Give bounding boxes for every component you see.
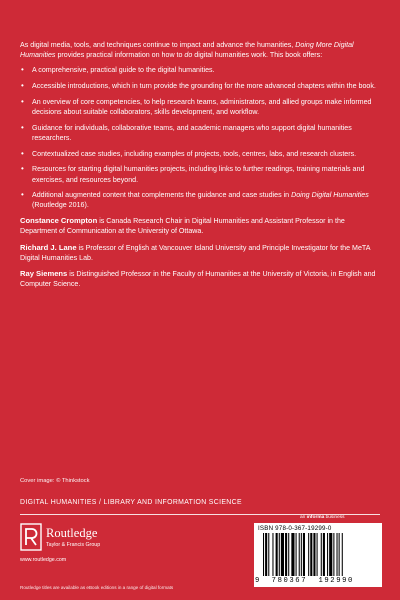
list-item <box>20 97 382 117</box>
list-item-text: Accessible introductions, which in turn provide the grounding for the more advanced chapters within the book. <box>32 82 376 91</box>
list-item <box>20 123 382 143</box>
list-item <box>20 190 382 210</box>
list-item-text: Additional augmented content that complements the guidance and case studies in <box>32 191 292 200</box>
publisher-url[interactable]: www.routledge.com <box>20 557 67 563</box>
barcode-digits-right: 192990 <box>318 577 354 585</box>
publisher-logo <box>20 523 130 557</box>
main-copy <box>20 40 382 295</box>
list-item <box>20 81 382 91</box>
list-item-text: An overview of core competencies, to help research teams, administrators, and allied groups make informed decisions about suitable collaborators, skills development, and workflow. <box>32 97 372 117</box>
subject-category: DIGITAL HUMANITIES / LIBRARY AND INFORMATION SCIENCE <box>20 499 242 506</box>
bullet-icon: • <box>21 81 24 91</box>
author-bios <box>20 216 382 289</box>
list-item-text: Contextualized case studies, including examples of projects, tools, centres, labs, and research clusters. <box>32 149 357 158</box>
list-item <box>20 164 382 184</box>
author-name: Richard J. Lane <box>20 242 77 252</box>
cover-credit: Cover image: © Thinkstock <box>20 478 90 484</box>
intro-text-1: As digital media, tools, and techniques continue to impact and advance the humanities, <box>20 41 296 49</box>
intro-do-emphasis: do <box>184 51 193 60</box>
isbn-barcode <box>254 523 382 587</box>
list-item <box>20 149 382 159</box>
author-name: Ray Siemens <box>20 268 68 278</box>
author-bio <box>20 269 382 289</box>
companion-book-title: Doing Digital Humanities <box>291 191 369 200</box>
isbn-label: ISBN 978-0-367-19299-0 <box>258 525 332 532</box>
list-item-text: Guidance for individuals, collaborative teams, and academic managers who support digital humanities researchers. <box>32 123 352 142</box>
intro-book-title: Doing More Digital Humanities <box>20 41 354 60</box>
barcode-digits-left: 780367 <box>271 577 308 585</box>
author-name: Constance Crompton <box>20 216 98 226</box>
publisher-tagline: Taylor & Francis Group <box>46 542 101 548</box>
barcode-digits <box>254 577 382 585</box>
list-item-text: (Routledge 2016). <box>32 201 89 210</box>
list-item <box>20 65 382 75</box>
author-bio-text: is Distinguished Professor in the Faculty of Humanities at the University of Victoria, in English and Computer Science. <box>20 269 376 289</box>
informa-prefix: an <box>300 515 307 520</box>
author-bio-text: is Canada Research Chair in Digital Humanities and Assistant Professor in the Department of Communication at the University of Ottawa. <box>20 217 345 236</box>
author-bio <box>20 216 382 236</box>
barcode-digit-lead: 9 <box>255 577 260 585</box>
informa-logo: informa <box>306 515 325 520</box>
informa-business-line <box>300 515 345 520</box>
author-bio-text: is Professor of English at Vancouver Island University and Principle Investigator for the MeTA Digital Humanities Lab. <box>20 243 371 262</box>
intro-text-3: digital humanities work. This book offers: <box>192 51 323 60</box>
publisher-name: Routledge <box>46 526 98 540</box>
list-item-text: Resources for starting digital humanities projects, including links to further readings, training materials and exercises, and resources beyond. <box>32 165 365 184</box>
ebook-note: Routledge titles are available as eBook editions in a range of digital formats <box>20 585 174 590</box>
barcode-icon <box>263 533 377 576</box>
bullet-icon: • <box>21 164 24 174</box>
bullet-icon: • <box>21 122 24 132</box>
bullet-icon: • <box>21 148 24 158</box>
bullet-icon: • <box>21 190 24 200</box>
bullet-icon: • <box>21 65 24 75</box>
intro-text-2: provides practical information on how to <box>55 51 185 60</box>
informa-suffix: business <box>324 515 345 520</box>
routledge-mark-icon <box>20 523 42 551</box>
feature-list <box>20 65 382 210</box>
intro-paragraph <box>20 40 382 60</box>
author-bio <box>20 243 382 263</box>
bullet-icon: • <box>21 96 24 106</box>
list-item-text: A comprehensive, practical guide to the digital humanities. <box>32 66 215 75</box>
